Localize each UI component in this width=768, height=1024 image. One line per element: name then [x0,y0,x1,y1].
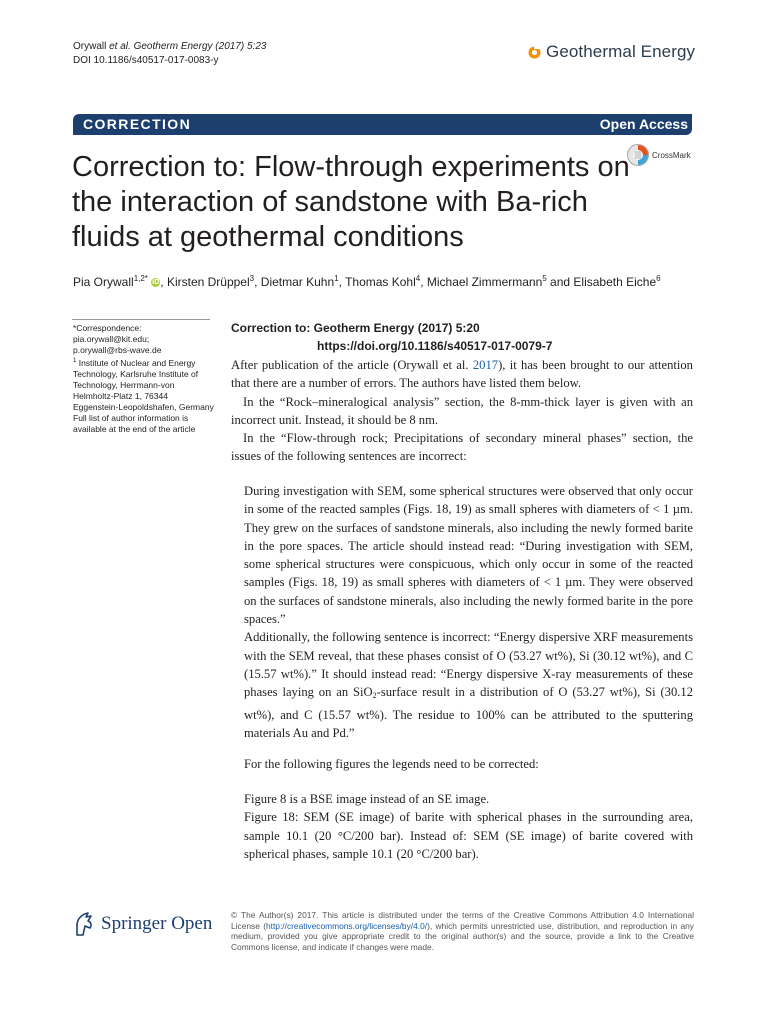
author-name[interactable]: Pia Orywall [73,275,134,289]
author-name[interactable]: Elisabeth Eiche [573,275,657,289]
authors-and: and [550,275,571,289]
author-name[interactable]: Kirsten Drüppel [166,275,250,289]
publisher-name: Springer [101,913,167,934]
correction-reference-doi[interactable]: https://doi.org/10.1186/s40517-017-0079-7 [317,339,553,353]
correspondence-email[interactable]: pia.orywall@kit.edu; [73,334,150,344]
author-affiliation: 1,2* [133,274,148,283]
citation-journal: et al. Geotherm Energy [109,41,213,52]
reference-link[interactable]: 2017 [472,358,499,372]
author-name[interactable]: Dietmar Kuhn [260,275,335,289]
citation-header [73,40,266,68]
license-statement: © The Author(s) 2017. This article is distributed under the terms of the Creative Commons Attribution 4.0 International License (http://creativecommons.org/licenses/by/4.0/), which permits unrestricted use, distribution, and reproduction in any medium, provided you give appropriate credit to the original author(s) and the source, provide a link to the Creative Commons license, and indicate if changes were made. [231,910,694,952]
sidebar-divider [72,319,210,320]
crossmark-label: CrossMark [652,150,691,160]
crossmark-badge[interactable] [627,143,691,167]
paragraph: In the “Rock–mineralogical analysis” section, the 8-mm-thick layer is given with an incorrect unit. Instead, it should be 8 nm. [231,394,693,427]
figure-corrections [244,790,693,863]
author-list: Pia Orywall$^{1,2*}$ iD, Kirsten Drüppel$^3$, Dietmar Kuhn$^1$, Thomas Kohl$^4$, Michael Zimmermann$^5$ and Elisabeth Eiche$^6$ [73,274,661,289]
springer-horse-icon [73,911,95,937]
article-doi: DOI 10.1186/s40517-017-0083-y [73,55,219,66]
publisher-open: Open [171,913,213,934]
article-type-label: CORRECTION [83,116,192,132]
orcid-icon[interactable]: iD [152,279,160,287]
correspondence-sidebar [73,323,215,435]
author-affiliation: 1 [334,274,339,283]
author-affiliation: 6 [656,274,661,283]
affiliation-text: $^1$ Institute of Nuclear and Energy Technology, Karlsruhe Institute of Technology, Herrmann-von Helmholtz-Platz 1, 76344 Eggenstein-Leopoldshafen, Germany [73,357,214,412]
figure-18-correction: Figure 18: SEM (SE image) of barite with spherical phases in the surrounding area, sample 10.1 (20 °C/200 bar). Instead of: SEM (SE image) of barite covered with spherical phases, sample 10.1 (20 °C/200 bar). [244,810,693,861]
journal-logo-icon [528,46,541,59]
correction-reference: Correction to: Geotherm Energy (2017) 5:20 [231,321,480,335]
quoted-correction [244,482,693,742]
author-name[interactable]: Michael Zimmermann [426,275,543,289]
author-info-note: Full list of author information is available at the end of the article [73,412,196,434]
paragraph: In the “Flow-through rock; Precipitations of secondary mineral phases” section, the issues of the following sentences are incorrect: [231,431,693,464]
paragraph: After publication of the article (Orywall et al. 2017), it has been brought to our attention that there are a number of errors. The authors have listed them below. [231,358,693,391]
correspondence-label: *Correspondence: [73,323,142,333]
correspondence-email[interactable]: p.orywall@rbs-wave.de [73,345,162,355]
author-affiliation: 3 [249,274,255,283]
quote-paragraph: Additionally, the following sentence is incorrect: “Energy dispersive XRF measurements with the SEM reveal, that these phases consist of O (53.27 wt%), Si (30.12 wt%), and C (15.57 wt%).” It should instead read: “Energy dispersive X-ray measurements of these phases laying on an SiO$_2$-surface result in a distribution of O (53.27 wt%), Si (30.12 wt%), and C (15.57 wt%). The residue to 100% can be attributed to the sputtering materials Au and Pd.” [244,630,694,740]
author-affiliation: 5 [542,274,547,283]
figures-intro: For the following figures the legends need to be corrected: [244,757,539,771]
journal-brand[interactable] [528,42,695,62]
open-access-label: Open Access [599,116,688,132]
affiliation-number: 1 [73,358,77,364]
author-affiliation: 4 [415,274,421,283]
license-link[interactable]: http://creativecommons.org/licenses/by/4.0/ [266,920,428,931]
journal-name: Geothermal Energy [546,42,696,61]
body-text [231,356,693,466]
figure-8-correction: Figure 8 is a BSE image instead of an SE image. [244,792,490,806]
citation-year: (2017) 5:23 [215,41,267,52]
quote-paragraph: During investigation with SEM, some spherical structures were observed that only occur in some of the reacted samples (Figs. 18, 19) as small spheres with diameters of < 1 µm. They grew on the surfaces of sandstone minerals, also including the newly formed barite in the pore spaces. The article should instead read: “During investigation with SEM, some spherical structures were conspicuous, which only occur in some of the reacted samples (Figs. 18, 19) as small spheres with diameters of < 1 µm. They were observed on the surfaces of sandstone minerals, also including the newly formed barite in the pore spaces.” [244,484,693,627]
article-title: Correction to: Flow-through experiments on the interaction of sandstone with Ba-rich fluids at geothermal conditions [72,151,630,253]
author-name[interactable]: Thomas Kohl [345,275,416,289]
citation-authors: Orywall [73,41,107,52]
springer-open-logo[interactable] [73,911,212,937]
